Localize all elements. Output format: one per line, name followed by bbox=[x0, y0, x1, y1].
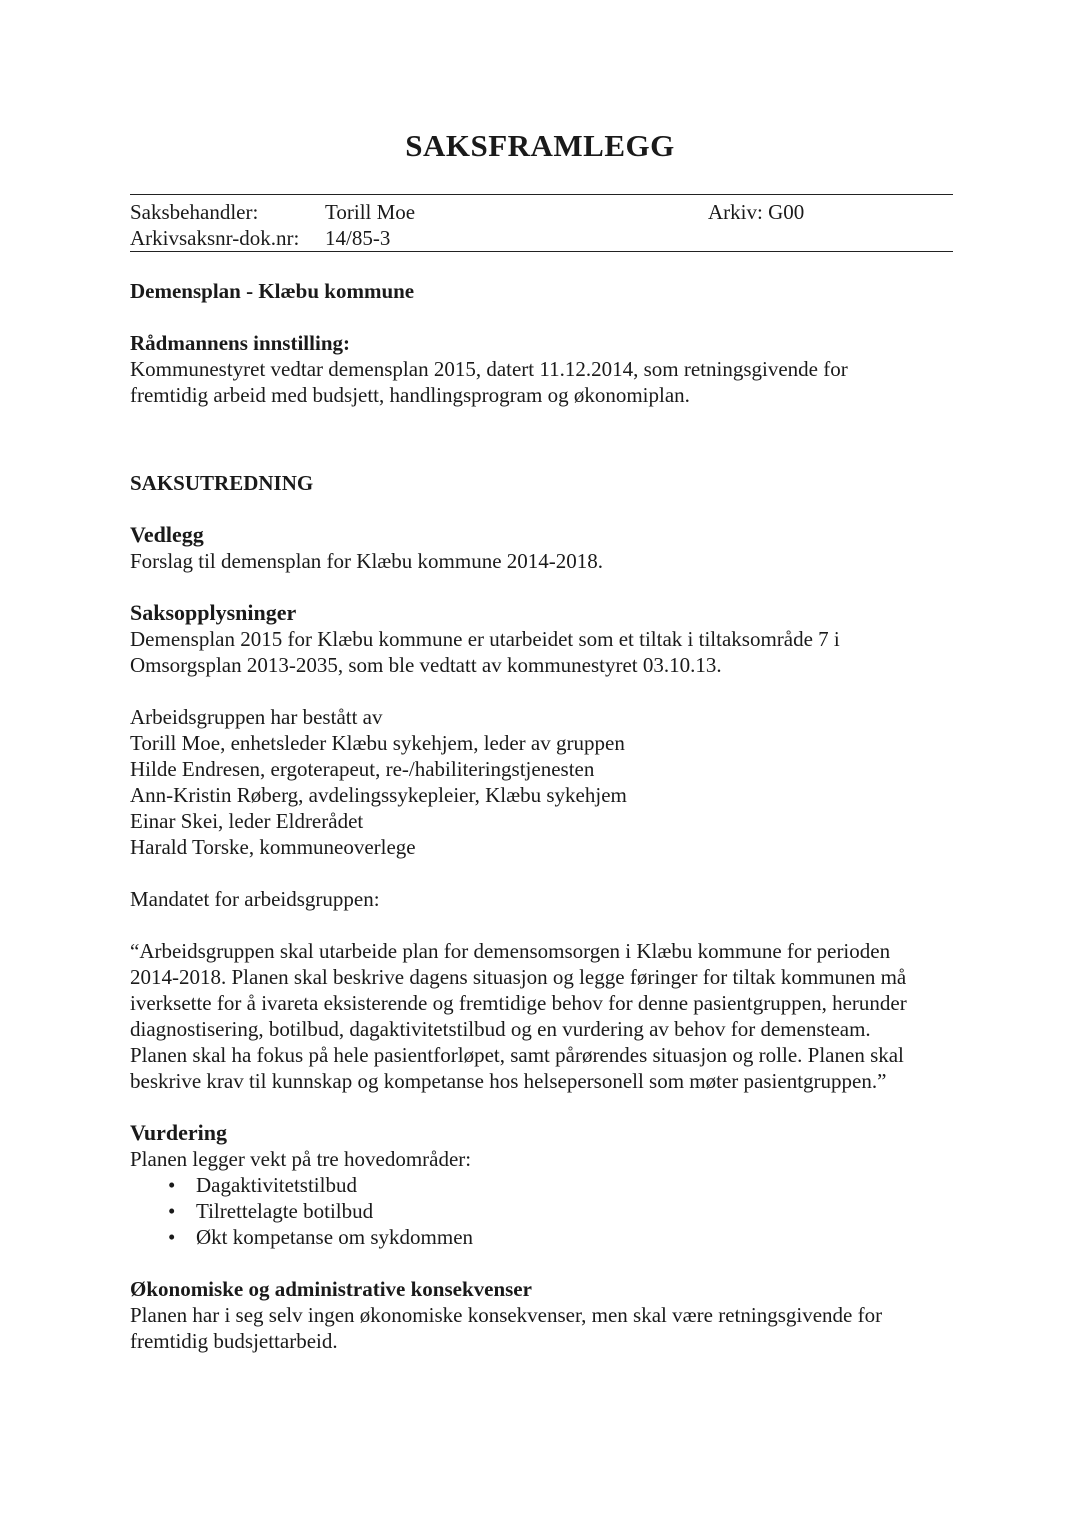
bullet-text: Økt kompetanse om sykdommen bbox=[196, 1225, 474, 1249]
bullet-text: Tilrettelagte botilbud bbox=[196, 1199, 374, 1223]
mandat-quote-line: “Arbeidsgruppen skal utarbeide plan for demensomsorgen i Klæbu kommune for perioden bbox=[130, 939, 891, 963]
konsekvenser-line: Planen har i seg selv ingen økonomiske konsekvenser, men skal være retningsgivende for bbox=[130, 1303, 883, 1327]
arbeidsgruppe-intro: Arbeidsgruppen har bestått av bbox=[130, 705, 383, 729]
arkivsaksnr-value: 14/85-3 bbox=[325, 226, 391, 250]
innstilling-line: fremtidig arbeid med budsjett, handlingsprogram og økonomiplan. bbox=[130, 383, 690, 407]
arbeidsgruppe-member: Harald Torske, kommuneoverlege bbox=[130, 835, 416, 859]
innstilling-heading: Rådmannens innstilling: bbox=[130, 331, 350, 355]
document-body bbox=[130, 278, 940, 1354]
konsekvenser-line: fremtidig budsjettarbeid. bbox=[130, 1329, 338, 1353]
mandat-quote-line: iverksette for å ivareta eksisterende og fremtidige behov for denne pasientgruppen, herunder bbox=[130, 991, 907, 1015]
list-item bbox=[130, 1172, 940, 1198]
saksbehandler-label: Saksbehandler: bbox=[130, 200, 259, 224]
vedlegg-text: Forslag til demensplan for Klæbu kommune 2014-2018. bbox=[130, 549, 604, 573]
arbeidsgruppe-member: Ann-Kristin Røberg, avdelingssykepleier, Klæbu sykehjem bbox=[130, 783, 627, 807]
header-top-rule bbox=[130, 194, 953, 195]
arbeidsgruppe-member: Torill Moe, enhetsleder Klæbu sykehjem, leder av gruppen bbox=[130, 731, 625, 755]
mandat-quote-line: beskrive krav til kunnskap og kompetanse hos helsepersonell som møter pasientgruppen.” bbox=[130, 1069, 887, 1093]
arkiv-code: Arkiv: G00 bbox=[708, 200, 805, 224]
header-bottom-rule bbox=[130, 251, 953, 252]
innstilling-line: Kommunestyret vedtar demensplan 2015, datert 11.12.2014, som retningsgivende for bbox=[130, 357, 848, 381]
bullet-text: Dagaktivitetstilbud bbox=[196, 1173, 357, 1197]
vurdering-bullet-list bbox=[130, 1172, 940, 1250]
saksbehandler-value: Torill Moe bbox=[325, 200, 416, 224]
mandat-heading: Mandatet for arbeidsgruppen: bbox=[130, 887, 380, 911]
vedlegg-heading: Vedlegg bbox=[130, 522, 204, 547]
list-item bbox=[130, 1224, 940, 1250]
bullet-dot-icon: • bbox=[168, 1173, 176, 1197]
vurdering-intro: Planen legger vekt på tre hovedområder: bbox=[130, 1147, 472, 1171]
vurdering-heading: Vurdering bbox=[130, 1120, 227, 1145]
konsekvenser-heading: Økonomiske og administrative konsekvenser bbox=[130, 1277, 532, 1301]
mandat-quote-line: Planen skal ha fokus på hele pasientforløpet, samt pårørendes situasjon og rolle. Planen skal bbox=[130, 1043, 904, 1067]
bullet-dot-icon: • bbox=[168, 1225, 176, 1249]
arkivsaksnr-label: Arkivsaksnr-dok.nr: bbox=[130, 226, 300, 250]
arbeidsgruppe-member: Hilde Endresen, ergoterapeut, re-/habiliteringstjenesten bbox=[130, 757, 595, 781]
subject-heading: Demensplan - Klæbu kommune bbox=[130, 279, 415, 303]
saksopplysninger-line: Omsorgsplan 2013-2035, som ble vedtatt av kommunestyret 03.10.13. bbox=[130, 653, 722, 677]
mandat-quote-line: diagnostisering, botilbud, dagaktivitetstilbud og en vurdering av behov for demensteam. bbox=[130, 1017, 871, 1041]
document-title: SAKSFRAMLEGG bbox=[405, 128, 675, 163]
bullet-dot-icon: • bbox=[168, 1199, 176, 1223]
list-item bbox=[130, 1198, 940, 1224]
saksutredning-heading: SAKSUTREDNING bbox=[130, 471, 314, 495]
mandat-quote-line: 2014-2018. Planen skal beskrive dagens situasjon og legge føringer for tiltak kommunen må bbox=[130, 965, 907, 989]
saksopplysninger-line: Demensplan 2015 for Klæbu kommune er utarbeidet som et tiltak i tiltaksområde 7 i bbox=[130, 627, 840, 651]
arbeidsgruppe-member: Einar Skei, leder Eldrerådet bbox=[130, 809, 364, 833]
saksopplysninger-heading: Saksopplysninger bbox=[130, 600, 297, 625]
